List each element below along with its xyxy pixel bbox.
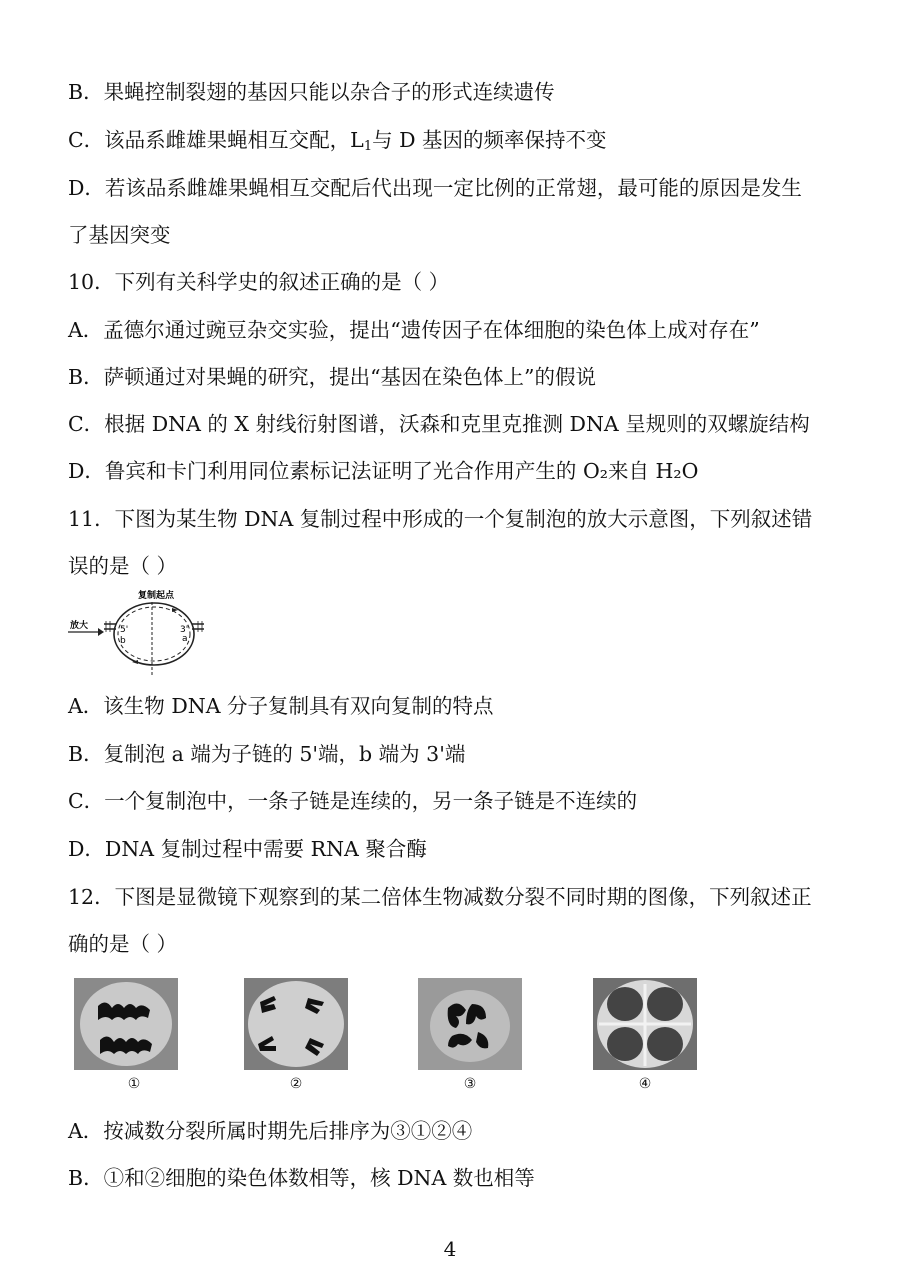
micrograph-label-4: ④ <box>638 1076 652 1092</box>
micrograph-4-cell-tr <box>647 987 683 1021</box>
q10-option-c: C．根据 DNA 的 X 射线衍射图谱，沃森和克里克推测 DNA 呈规则的双螺旋结构 <box>68 412 810 436</box>
q11-stem-line1: 11．下图为某生物 DNA 复制过程中形成的一个复制泡的放大示意图，下列叙述错 <box>68 507 813 531</box>
micrograph-label-3: ③ <box>463 1076 477 1092</box>
q9-option-c-post: 与 D 基因的频率保持不变 <box>372 128 607 152</box>
micrograph-label-1: ① <box>127 1076 141 1092</box>
q9-option-b: B．果蝇控制裂翅的基因只能以杂合子的形式连续遗传 <box>68 80 555 104</box>
left-b: b <box>120 636 126 646</box>
q11-option-b: B．复制泡 a 端为子链的 5'端，b 端为 3'端 <box>68 742 466 766</box>
q11-option-d: D．DNA 复制过程中需要 RNA 聚合酶 <box>68 837 427 861</box>
q9-option-c-pre: C．该品系雌雄果蝇相互交配，L <box>68 128 364 152</box>
origin-label: 复制起点 <box>138 591 175 601</box>
q10-stem: 10．下列有关科学史的叙述正确的是（ ） <box>68 270 450 294</box>
micrograph-2 <box>244 978 348 1070</box>
replication-bubble-diagram <box>68 588 233 680</box>
micrograph-label-2: ② <box>289 1076 303 1092</box>
micrograph-1 <box>74 978 178 1070</box>
q9-option-d-line2: 了基因突变 <box>68 223 171 247</box>
right-3prime: 3' <box>180 625 189 635</box>
q12-stem-line1: 12．下图是显微镜下观察到的某二倍体生物减数分裂不同时期的图像，下列叙述正 <box>68 885 812 909</box>
q11-option-a: A．该生物 DNA 分子复制具有双向复制的特点 <box>68 694 494 718</box>
q10-option-a: A．孟德尔通过豌豆杂交实验，提出“遗传因子在体细胞的染色体上成对存在” <box>68 318 760 342</box>
q11-stem-line2: 误的是（ ） <box>68 554 178 578</box>
q12-option-a: A．按减数分裂所属时期先后排序为③①②④ <box>68 1119 473 1143</box>
q9-option-c <box>68 126 607 161</box>
q10-option-b: B．萨顿通过对果蝇的研究，提出“基因在染色体上”的假说 <box>68 365 597 389</box>
q11-option-c: C．一个复制泡中，一条子链是连续的，另一条子链是不连续的 <box>68 789 638 813</box>
micrograph-4-cell-bl <box>607 1027 643 1061</box>
q9-option-c-sub: 1 <box>363 139 373 154</box>
q10-option-d: D．鲁宾和卡门利用同位素标记法证明了光合作用产生的 O₂来自 H₂O <box>68 459 699 483</box>
q12-option-b: B．①和②细胞的染色体数相等，核 DNA 数也相等 <box>68 1166 535 1190</box>
micrograph-4 <box>593 978 697 1070</box>
micrograph-3-cell <box>430 990 510 1062</box>
magnify-arrow-head <box>98 628 104 636</box>
micrograph-3 <box>418 978 522 1070</box>
left-5prime: 5' <box>120 625 129 635</box>
micrograph-2-cell <box>248 981 344 1067</box>
page-number: 4 <box>443 1237 457 1261</box>
micrograph-4-cell-br <box>647 1027 683 1061</box>
magnify-label: 放大 <box>70 621 89 631</box>
right-a: a <box>182 634 188 644</box>
q9-option-d-line1: D．若该品系雌雄果蝇相互交配后代出现一定比例的正常翅，最可能的原因是发生 <box>68 176 802 200</box>
q12-stem-line2: 确的是（ ） <box>68 932 178 956</box>
micrograph-4-cell-tl <box>607 987 643 1021</box>
